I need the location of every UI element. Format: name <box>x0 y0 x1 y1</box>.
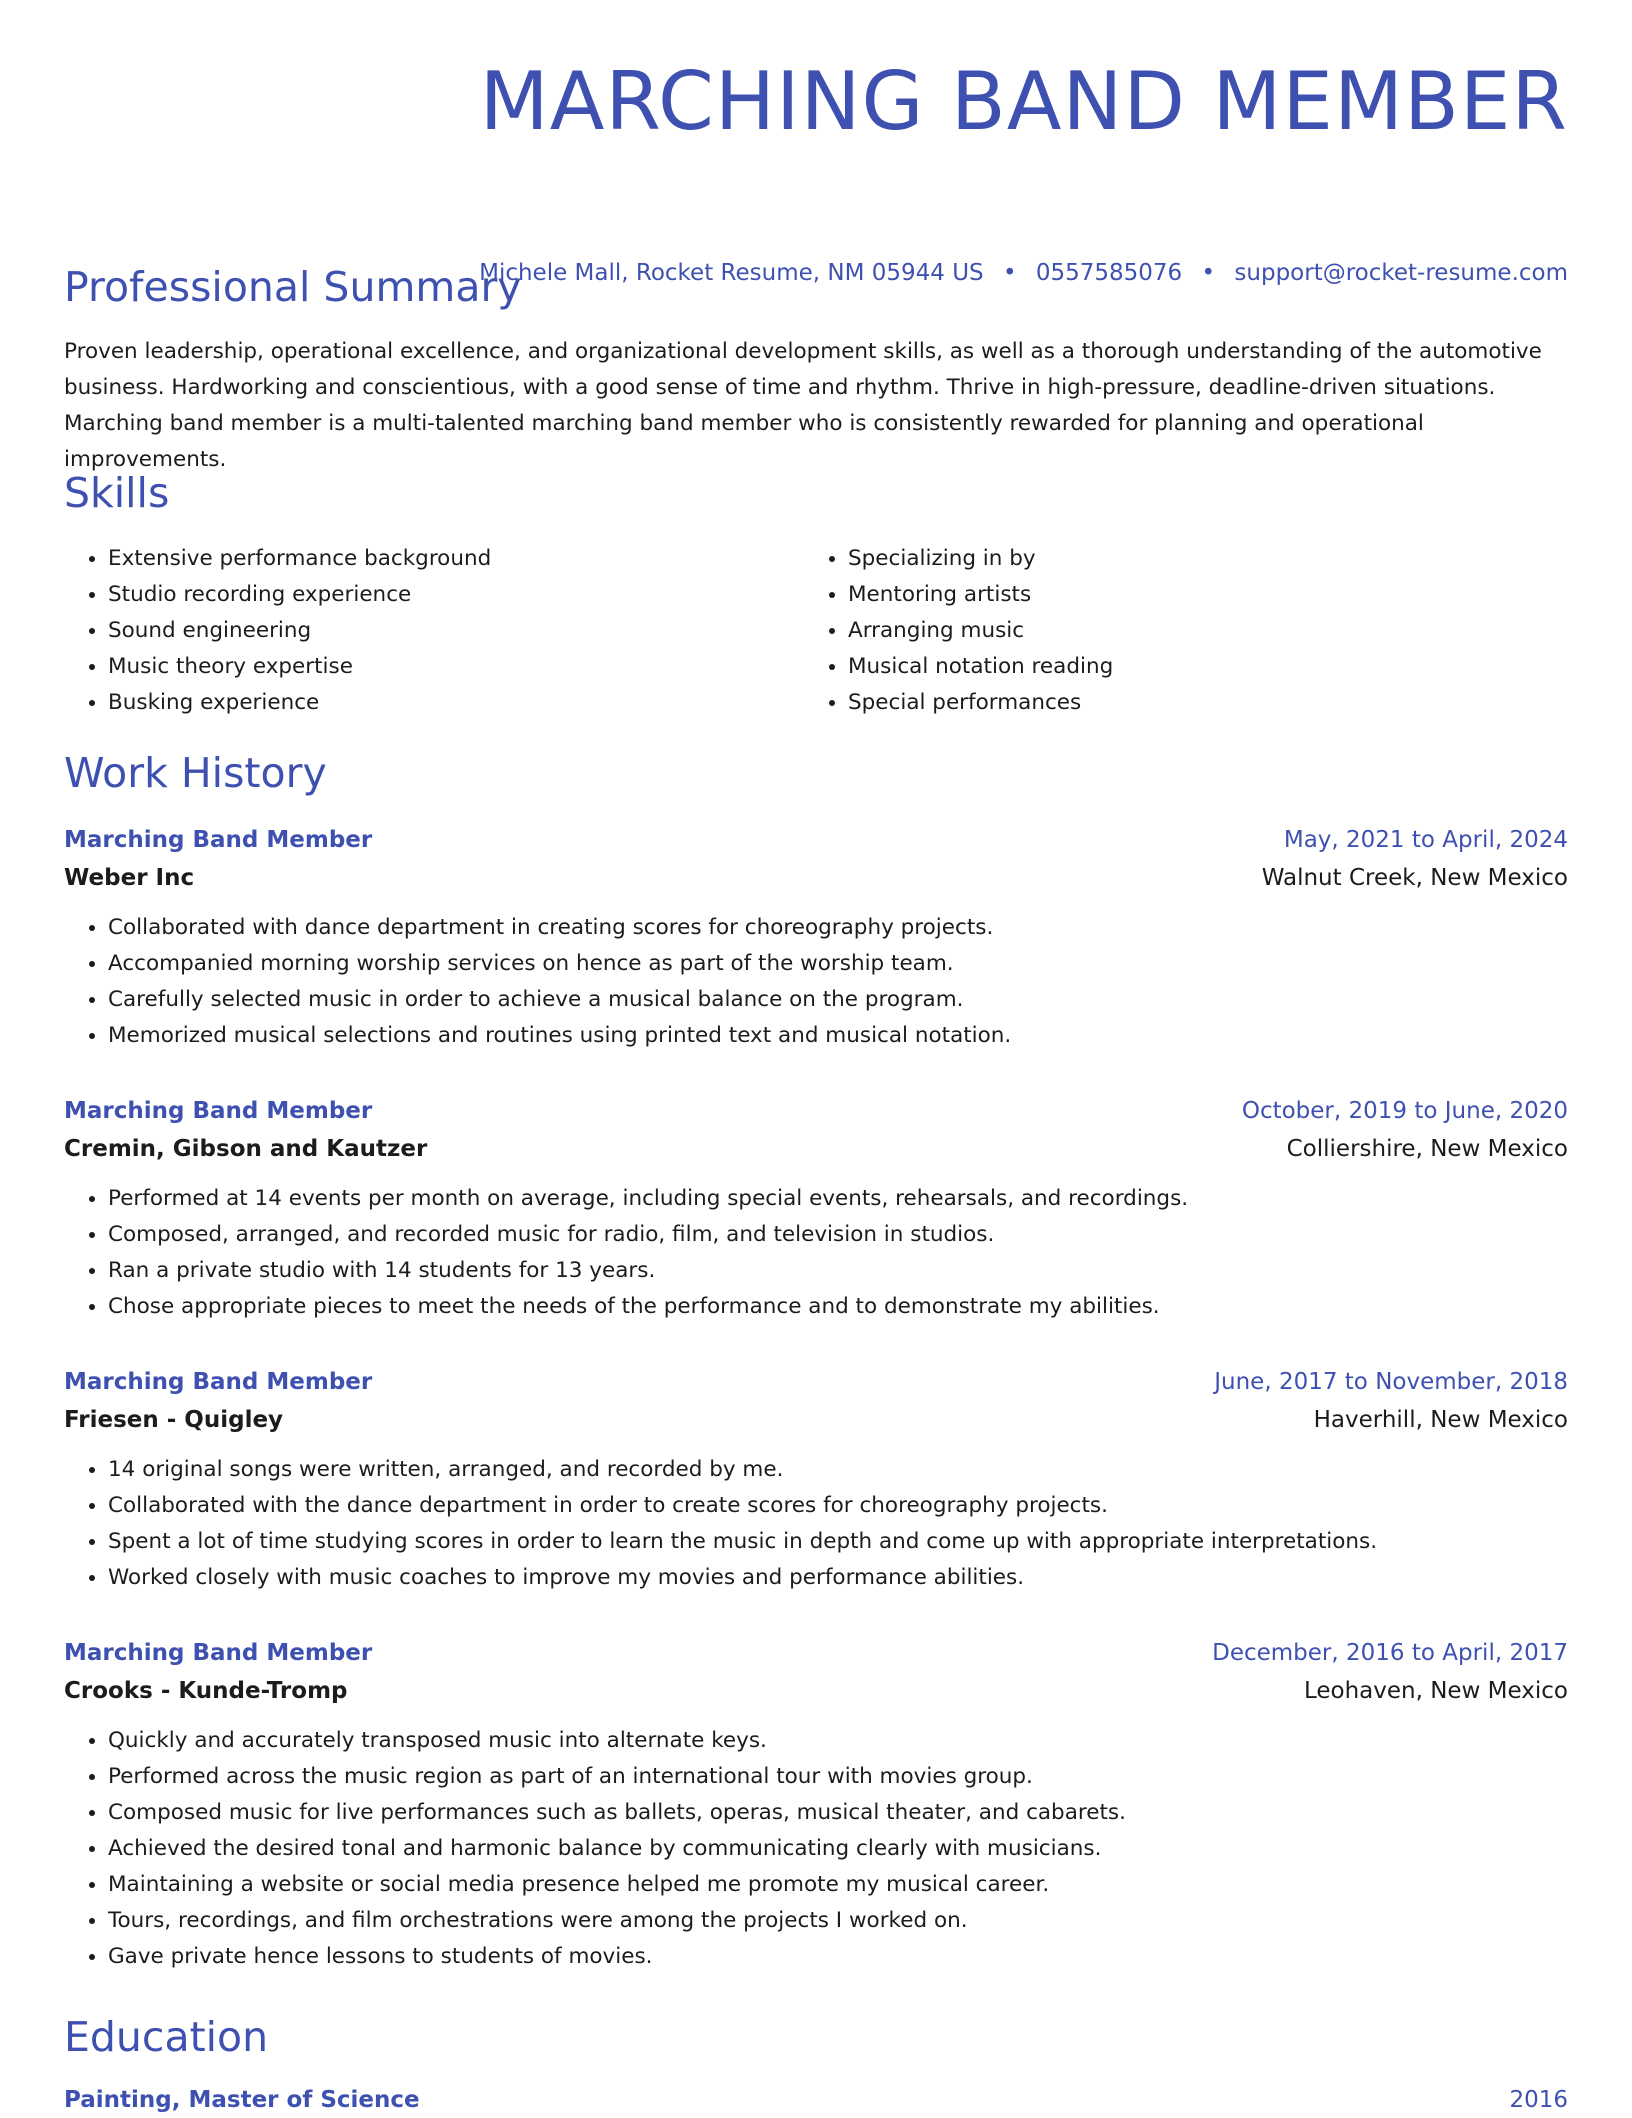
summary-text: Proven leadership, operational excellence, and organizational development skills, as well as a thorough understanding of the automotive business. Hardworking and conscientious, with a good sense of time and rhythm. Thrive in high-pressure, deadline-driven situations. Marching band member is a multi-talented marching band member who is consistently rewarded for planning and operational improvements. <box>64 339 1542 472</box>
job-bullet: • Ran a private studio with 14 students for 13 years. <box>108 1253 1568 1289</box>
skill-item: • Special performances <box>848 685 1544 721</box>
education-entry <box>64 2082 1568 2118</box>
section-title-skills: Skills <box>64 469 170 517</box>
job-location: Leohaven, New Mexico <box>1303 1678 1568 1704</box>
job-title: Marching Band Member <box>64 1640 373 1666</box>
skills-column-left <box>64 541 804 721</box>
contact-address: Michele Mall, Rocket Resume, NM 05944 US <box>479 260 984 286</box>
job-bullet: • Performed at 14 events per month on average, including special events, rehearsals, and recordings. <box>108 1181 1568 1217</box>
contact-separator: • <box>1201 260 1216 286</box>
job-company: Cremin, Gibson and Kautzer <box>64 1136 428 1162</box>
contact-email[interactable]: support@rocket-resume.com <box>1234 260 1568 286</box>
skills-column-right <box>804 541 1544 721</box>
skill-item: • Specializing in by <box>848 541 1544 577</box>
skill-item: • Studio recording experience <box>108 577 804 613</box>
job-bullets <box>64 1723 1568 1975</box>
section-title-summary: Professional Summary <box>64 263 522 311</box>
education-year: 2016 <box>1509 2087 1568 2113</box>
job-bullet: • 14 original songs were written, arranged, and recorded by me. <box>108 1452 1568 1488</box>
job-bullet: • Gave private hence lessons to students of movies. <box>108 1939 1568 1975</box>
job-entry <box>64 1635 1568 1975</box>
job-entry <box>64 1093 1568 1325</box>
job-bullet: • Collaborated with dance department in creating scores for choreography projects. <box>108 910 1568 946</box>
education-degree: Painting, Master of Science <box>64 2087 420 2113</box>
job-bullet: • Collaborated with the dance department in order to create scores for choreography projects. <box>108 1488 1568 1524</box>
job-company: Crooks - Kunde-Tromp <box>64 1678 348 1704</box>
job-dates: December, 2016 to April, 2017 <box>1212 1640 1568 1666</box>
job-bullet: • Accompanied morning worship services on hence as part of the worship team. <box>108 946 1568 982</box>
job-location: Walnut Creek, New Mexico <box>1261 865 1568 891</box>
job-title: Marching Band Member <box>64 827 373 853</box>
job-dates: June, 2017 to November, 2018 <box>1214 1369 1568 1395</box>
job-bullet: • Quickly and accurately transposed music into alternate keys. <box>108 1723 1568 1759</box>
job-bullet: • Performed across the music region as part of an international tour with movies group. <box>108 1759 1568 1795</box>
contact-phone: 0557585076 <box>1035 260 1183 286</box>
section-title-education: Education <box>64 2013 269 2061</box>
job-bullets <box>64 1452 1568 1596</box>
job-dates: October, 2019 to June, 2020 <box>1241 1098 1568 1124</box>
job-bullet: • Worked closely with music coaches to improve my movies and performance abilities. <box>108 1560 1568 1596</box>
skill-item: • Mentoring artists <box>848 577 1544 613</box>
job-bullet: • Composed music for live performances such as ballets, operas, musical theater, and cabarets. <box>108 1795 1568 1831</box>
contact-line <box>479 258 1568 288</box>
job-bullets <box>64 1181 1568 1325</box>
skill-item: • Arranging music <box>848 613 1544 649</box>
job-title: Marching Band Member <box>64 1098 373 1124</box>
job-location: Haverhill, New Mexico <box>1313 1407 1568 1433</box>
skill-item: • Extensive performance background <box>108 541 804 577</box>
job-bullet: • Memorized musical selections and routines using printed text and musical notation. <box>108 1018 1568 1054</box>
skills-list <box>64 541 1568 721</box>
skill-item: • Musical notation reading <box>848 649 1544 685</box>
section-title-work-history: Work History <box>64 749 327 797</box>
job-dates: May, 2021 to April, 2024 <box>1283 827 1568 853</box>
job-title: Marching Band Member <box>64 1369 373 1395</box>
skill-item: • Busking experience <box>108 685 804 721</box>
job-bullet: • Tours, recordings, and film orchestrations were among the projects I worked on. <box>108 1903 1568 1939</box>
job-company: Weber Inc <box>64 865 195 891</box>
job-bullet: • Chose appropriate pieces to meet the needs of the performance and to demonstrate my abilities. <box>108 1289 1568 1325</box>
job-entry <box>64 1364 1568 1596</box>
job-company: Friesen - Quigley <box>64 1407 284 1433</box>
job-bullet: • Composed, arranged, and recorded music for radio, film, and television in studios. <box>108 1217 1568 1253</box>
job-entry <box>64 822 1568 1054</box>
resume-name: MARCHING BAND MEMBER <box>479 55 1568 148</box>
job-location: Colliershire, New Mexico <box>1286 1136 1568 1162</box>
job-bullet: • Carefully selected music in order to achieve a musical balance on the program. <box>108 982 1568 1018</box>
job-bullet: • Spent a lot of time studying scores in order to learn the music in depth and come up with appropriate interpretations. <box>108 1524 1568 1560</box>
job-bullet: • Maintaining a website or social media presence helped me promote my musical career. <box>108 1867 1568 1903</box>
job-bullet: • Achieved the desired tonal and harmonic balance by communicating clearly with musicians. <box>108 1831 1568 1867</box>
skill-item: • Music theory expertise <box>108 649 804 685</box>
contact-separator: • <box>1002 260 1017 286</box>
job-bullets <box>64 910 1568 1054</box>
skill-item: • Sound engineering <box>108 613 804 649</box>
